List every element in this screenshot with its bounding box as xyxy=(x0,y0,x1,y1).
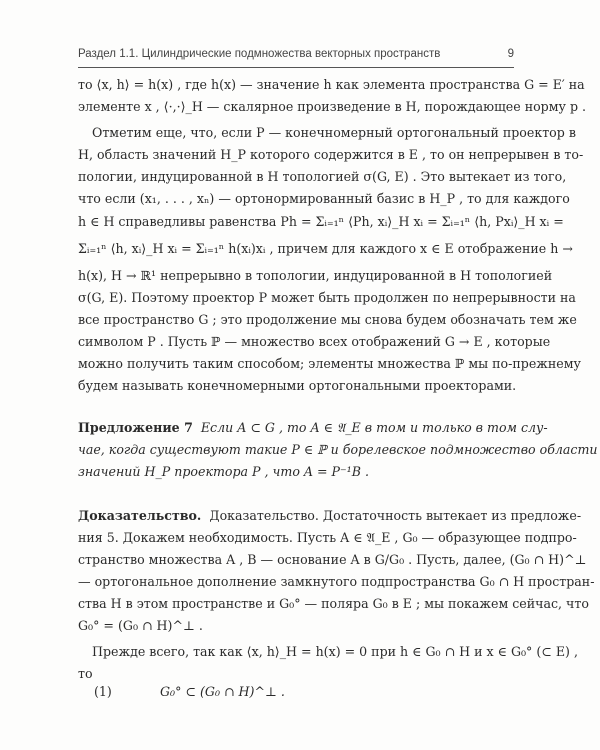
text-line: элементе x , ⟨·,·⟩_H — скалярное произведение в H, порождающее норму p . xyxy=(78,99,587,114)
proposition-label: Предложение 7 xyxy=(78,420,193,435)
text-line: Σᵢ₌₁ⁿ ⟨h, xᵢ⟩_H xᵢ = Σᵢ₌₁ⁿ h(xᵢ)xᵢ , причем для каждого x ∈ E отображение h → xyxy=(78,241,573,256)
proposition-line: значений H_P проектора P , что A = P⁻¹B . xyxy=(78,464,369,479)
proof-line: ния 5. Докажем необходимость. Пусть A ∈ 𝔄_E , G₀ — образующее подпро- xyxy=(78,530,577,545)
equation-number: (1) xyxy=(94,684,112,699)
text-line: пологии, индуцированной в H топологией σ(G, E) . Это вытекает из того, xyxy=(78,169,567,184)
proposition-text: Если A ⊂ G , то A ∈ 𝔄_E в том и только в том слу- xyxy=(200,420,548,435)
proof-line xyxy=(78,508,582,524)
proof-line: — ортогональное дополнение замкнутого подпространства G₀ ∩ H простран- xyxy=(78,574,595,589)
text-line: что если (x₁, . . . , xₙ) — ортонормированный базис в H_P , то для каждого xyxy=(78,191,570,206)
header-title: Раздел 1.1. Цилиндрические подмножества векторных пространств xyxy=(78,48,441,60)
proof-line: странство множества A , B — основание A в G/G₀ . Пусть, далее, (G₀ ∩ H)^⊥ xyxy=(78,552,587,567)
header-rule xyxy=(78,67,514,68)
proof-line: Прежде всего, так как ⟨x, h⟩_H = h(x) = 0 при h ∈ G₀ ∩ H и x ∈ G₀° (⊂ E) , xyxy=(92,644,578,659)
text-line: h(x), H → ℝ¹ непрерывно в топологии, индуцированной в H топологией xyxy=(78,268,553,283)
proposition-line: чае, когда существуют такие P ∈ ℙ и борелевское подмножество области xyxy=(78,442,598,457)
page-number: 9 xyxy=(507,48,514,60)
text-line: то ⟨x, h⟩ = h(x) , где h(x) — значение h как элемента пространства G = E′ на xyxy=(78,77,585,92)
text-line: H, область значений H_P которого содержится в E , то он непрерывен в то- xyxy=(78,147,584,162)
text-line: h ∈ H справедливы равенства Ph = Σᵢ₌₁ⁿ ⟨Ph, xᵢ⟩_H xᵢ = Σᵢ₌₁ⁿ ⟨h, Pxᵢ⟩_H xᵢ = xyxy=(78,214,564,229)
text-line: будем называть конечномерными ортогональными проекторами. xyxy=(78,378,517,393)
proposition-line xyxy=(78,420,548,436)
text-line: все пространство G ; это продолжение мы снова будем обозначать тем же xyxy=(78,312,577,327)
text-line: символом P . Пусть ℙ — множество всех отображений G → E , которые xyxy=(78,334,551,349)
proof-line: то xyxy=(78,666,93,681)
proof-line: ства H в этом пространстве и G₀° — поляра G₀ в E ; мы покажем сейчас, что xyxy=(78,596,589,611)
proof-line: G₀° = (G₀ ∩ H)^⊥ . xyxy=(78,618,203,633)
text-line: можно получить таким способом; элементы множества ℙ мы по-прежнему xyxy=(78,356,581,371)
text-line: Отметим еще, что, если P — конечномерный ортогональный проектор в xyxy=(92,125,576,140)
equation-body: G₀° ⊂ (G₀ ∩ H)^⊥ . xyxy=(160,684,285,699)
text-line: σ(G, E). Поэтому проектор P может быть продолжен по непрерывности на xyxy=(78,290,576,305)
proof-label: Доказательство. xyxy=(78,508,202,523)
running-header xyxy=(78,48,514,64)
proof-text: Доказательство. Достаточность вытекает из предложе- xyxy=(209,508,582,523)
